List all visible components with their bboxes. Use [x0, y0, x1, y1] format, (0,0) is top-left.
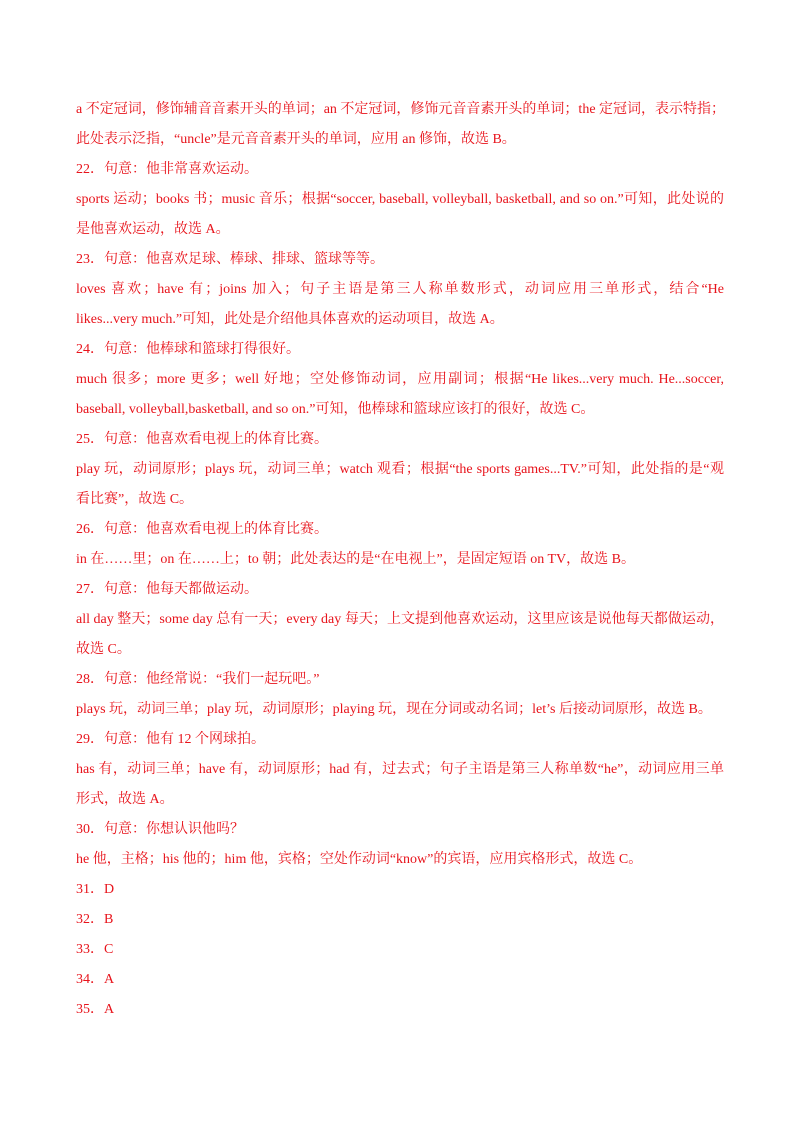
text-line: 故选 C。 — [76, 642, 131, 657]
text-line: 32．B — [76, 912, 114, 927]
text-line: 24．句意：他棒球和篮球打得很好。 — [76, 342, 300, 357]
text-line: all day 整天；some day 总有一天；every day 每天；上文提到他喜欢运动，这里应该是说他每天都做运动， — [76, 612, 724, 627]
text-line: 此处表示泛指，“uncle”是元音音素开头的单词，应用 an 修饰，故选 B。 — [76, 132, 516, 147]
text-line: in 在……里；on 在……上；to 朝；此处表达的是“在电视上”，是固定短语 on TV，故选 B。 — [76, 552, 635, 567]
answer-explanations — [76, 95, 724, 1025]
text-line: 22．句意：他非常喜欢运动。 — [76, 162, 258, 177]
text-line: likes...very much.”可知，此处是介绍他具体喜欢的运动项目，故选 A。 — [76, 312, 504, 327]
text-line: he 他，主格；his 他的；him 他，宾格；空处作动词“know”的宾语，应用宾格形式，故选 C。 — [76, 852, 643, 867]
text-line: 29．句意：他有 12 个网球拍。 — [76, 732, 265, 747]
text-line: plays 玩，动词三单；play 玩，动词原形；playing 玩，现在分词或动名词；let’s 后接动词原形，故选 B。 — [76, 702, 712, 717]
text-line: 是他喜欢运动，故选 A。 — [76, 222, 230, 237]
text-line: 25．句意：他喜欢看电视上的体育比赛。 — [76, 432, 328, 447]
text-line: a 不定冠词，修饰辅音音素开头的单词；an 不定冠词，修饰元音音素开头的单词；the 定冠词，表示特指； — [76, 102, 726, 117]
text-line: loves 喜欢；have 有；joins 加入；句子主语是第三人称单数形式，动词应用三单形式，结合“He — [76, 282, 724, 297]
text-line: much 很多；more 更多；well 好地；空处修饰动词，应用副词；根据“He likes...very much. He...soccer, — [76, 372, 724, 387]
text-line: 30．句意：你想认识他吗？ — [76, 822, 244, 837]
text-line: 27．句意：他每天都做运动。 — [76, 582, 258, 597]
text-line: 形式，故选 A。 — [76, 792, 174, 807]
text-line: sports 运动；books 书；music 音乐；根据“soccer, baseball, volleyball, basketball, and so on.”可知，此处说的 — [76, 192, 724, 207]
text-line: 33．C — [76, 942, 114, 957]
text-line: 26．句意：他喜欢看电视上的体育比赛。 — [76, 522, 328, 537]
text-line: 31．D — [76, 882, 115, 897]
text-line: baseball, volleyball,basketball, and so on.”可知，他棒球和篮球应该打的很好，故选 C。 — [76, 402, 595, 417]
text-line: 34．A — [76, 972, 115, 987]
text-line: 35．A — [76, 1002, 115, 1017]
text-line: play 玩，动词原形；plays 玩，动词三单；watch 观看；根据“the sports games...TV.”可知，此处指的是“观 — [76, 462, 724, 477]
text-line: 28．句意：他经常说：“我们一起玩吧。” — [76, 672, 320, 687]
text-line: 23．句意：他喜欢足球、棒球、排球、篮球等等。 — [76, 252, 384, 267]
text-line: 看比赛”，故选 C。 — [76, 492, 194, 507]
text-line: has 有，动词三单；have 有，动词原形；had 有，过去式；句子主语是第三人称单数“he”，动词应用三单 — [76, 762, 724, 777]
